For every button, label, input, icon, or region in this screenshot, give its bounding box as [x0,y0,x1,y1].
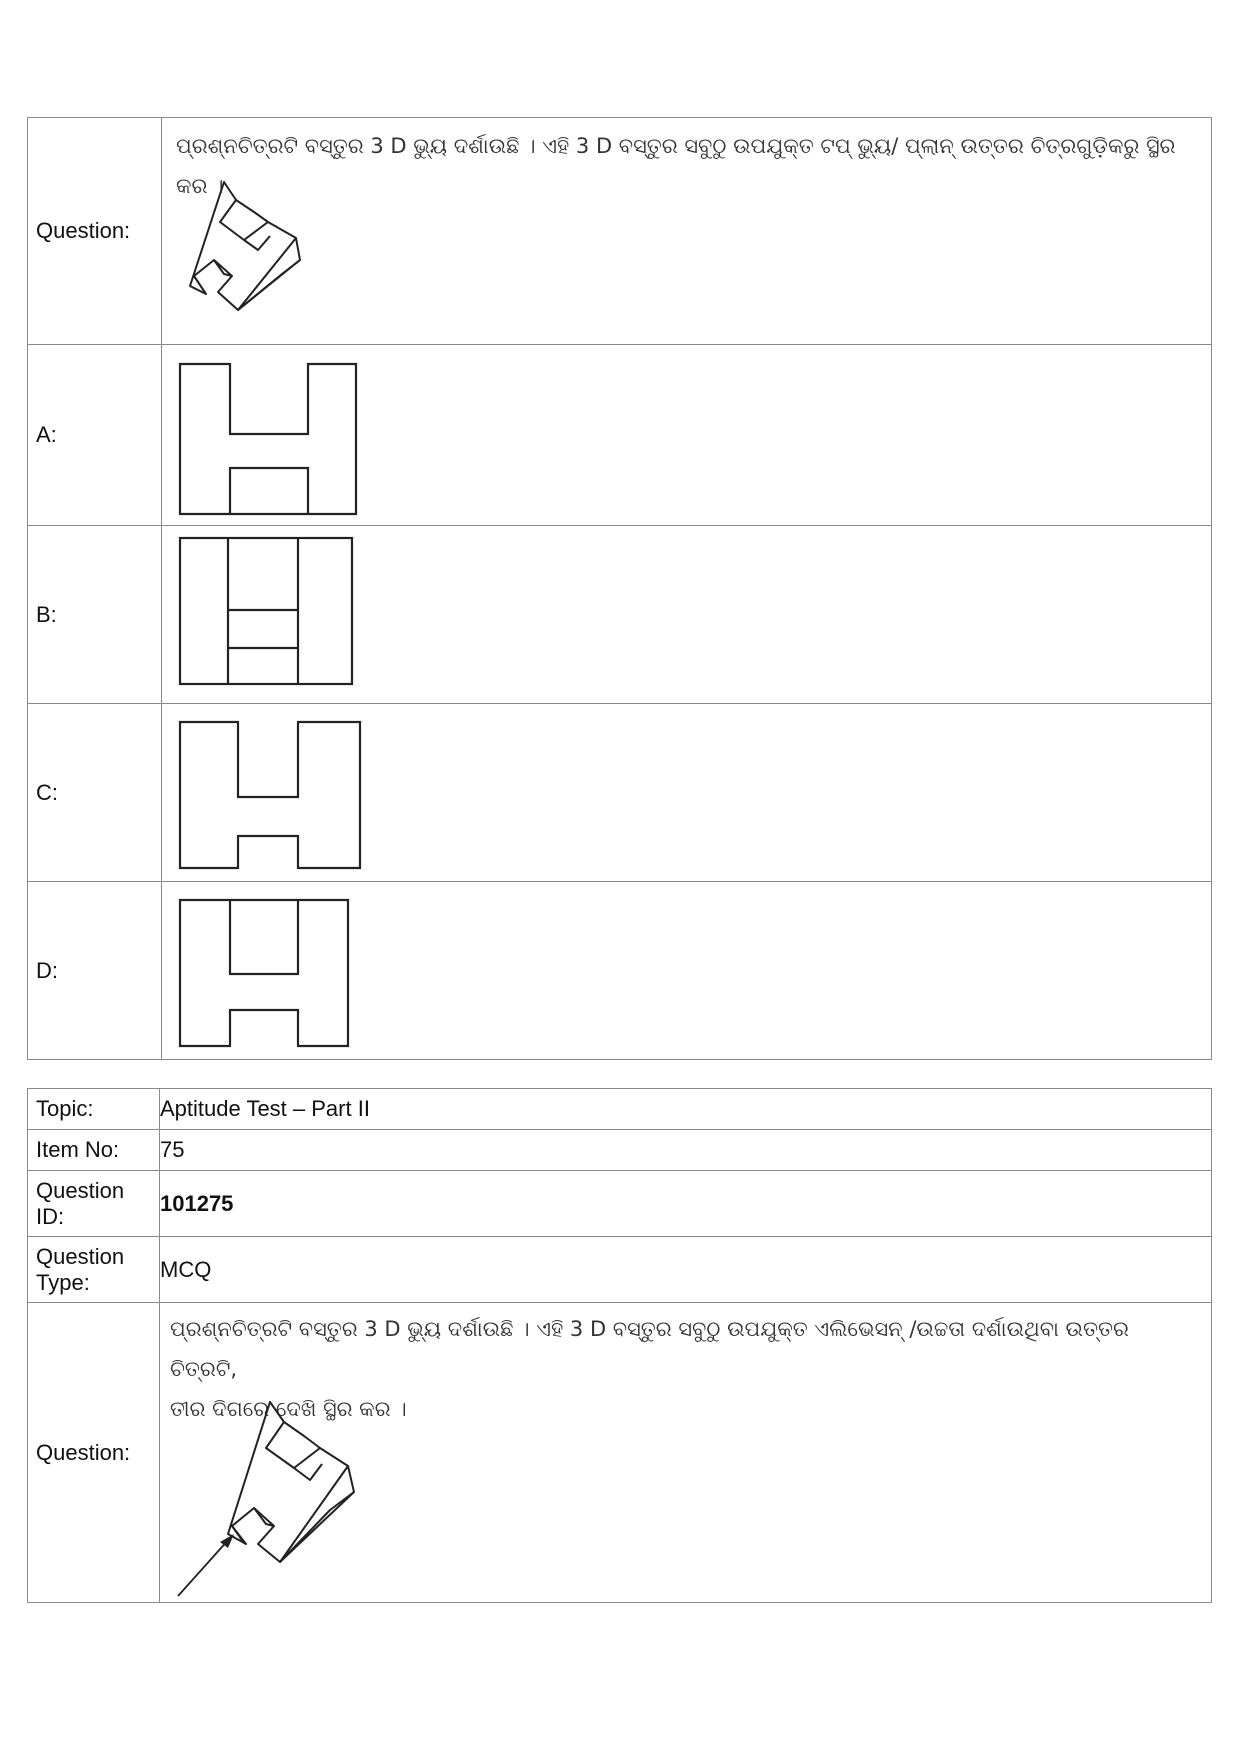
question-row-2 [28,1303,1212,1603]
topic-label: Topic: [28,1089,160,1130]
question-id-label: Question ID: [28,1171,160,1237]
item-no-value: 75 [160,1130,1212,1171]
question-type-row [28,1237,1212,1303]
option-row-c[interactable] [28,704,1212,882]
option-d-figure [176,886,376,1056]
topic-row [28,1089,1212,1130]
question-id-value: 101275 [160,1171,1212,1237]
option-cell-a[interactable] [162,345,1212,526]
question-type-value: MCQ [160,1237,1212,1303]
question-table-2 [27,1088,1212,1603]
option-label-c: C: [28,704,162,882]
option-cell-c[interactable] [162,704,1212,882]
option-cell-d[interactable] [162,882,1212,1060]
question-text-line-1: ପ୍ରଶ୍ନଚିତ୍ରଟି ବସ୍ତୁର 3 D ଭ୍ୟୁ ଦର୍ଶାଉଛି । ଏହି 3 D ବସ୍ତୁର ସବୁଠୁ ଉପଯୁକ୍ତ ଏଲିଭେସନ୍ /ଉଚ୍ଚତା ଦର୍ଶାଉଥିବା ଉତ୍ତର ଚିତ୍ରଟି, [170,1317,1129,1381]
isometric-h-block-with-arrow-figure [170,1398,360,1598]
item-no-row [28,1130,1212,1171]
question-label-2: Question: [28,1303,160,1603]
option-label-d: D: [28,882,162,1060]
question-cell-2 [160,1303,1212,1603]
option-label-b: B: [28,526,162,704]
question-label: Question: [28,118,162,345]
option-row-d[interactable] [28,882,1212,1060]
option-label-a: A: [28,345,162,526]
option-b-figure [176,530,376,700]
question-type-label: Question Type: [28,1237,160,1303]
option-row-b[interactable] [28,526,1212,704]
question-table-1 [27,117,1212,1060]
topic-value: Aptitude Test – Part II [160,1089,1212,1130]
question-id-row [28,1171,1212,1237]
question-text-line-2: ତୀର ଦିଗରେ ଦେଖି ସ୍ଥିର କର । [170,1397,407,1421]
question-text: ପ୍ରଶ୍ନଚିତ୍ରଟି ବସ୍ତୁର 3 D ଭ୍ୟୁ ଦର୍ଶାଉଛି । ଏହି 3 D ବସ୍ତୁର ସବୁଠୁ ଉପଯୁକ୍ତ ଟପ୍ ଭ୍ୟୁ/ ପ୍ଲାନ୍ ଉତ୍ତର ଚିତ୍ରଗୁଡ଼ିକରୁ ସ୍ଥିର କର । [176,134,1176,198]
item-no-label: Item No: [28,1130,160,1171]
question-cell [162,118,1212,345]
isometric-h-block-figure [172,178,312,338]
option-a-figure [176,350,376,520]
option-row-a[interactable] [28,345,1212,526]
option-cell-b[interactable] [162,526,1212,704]
question-row [28,118,1212,345]
option-c-figure [176,708,376,878]
